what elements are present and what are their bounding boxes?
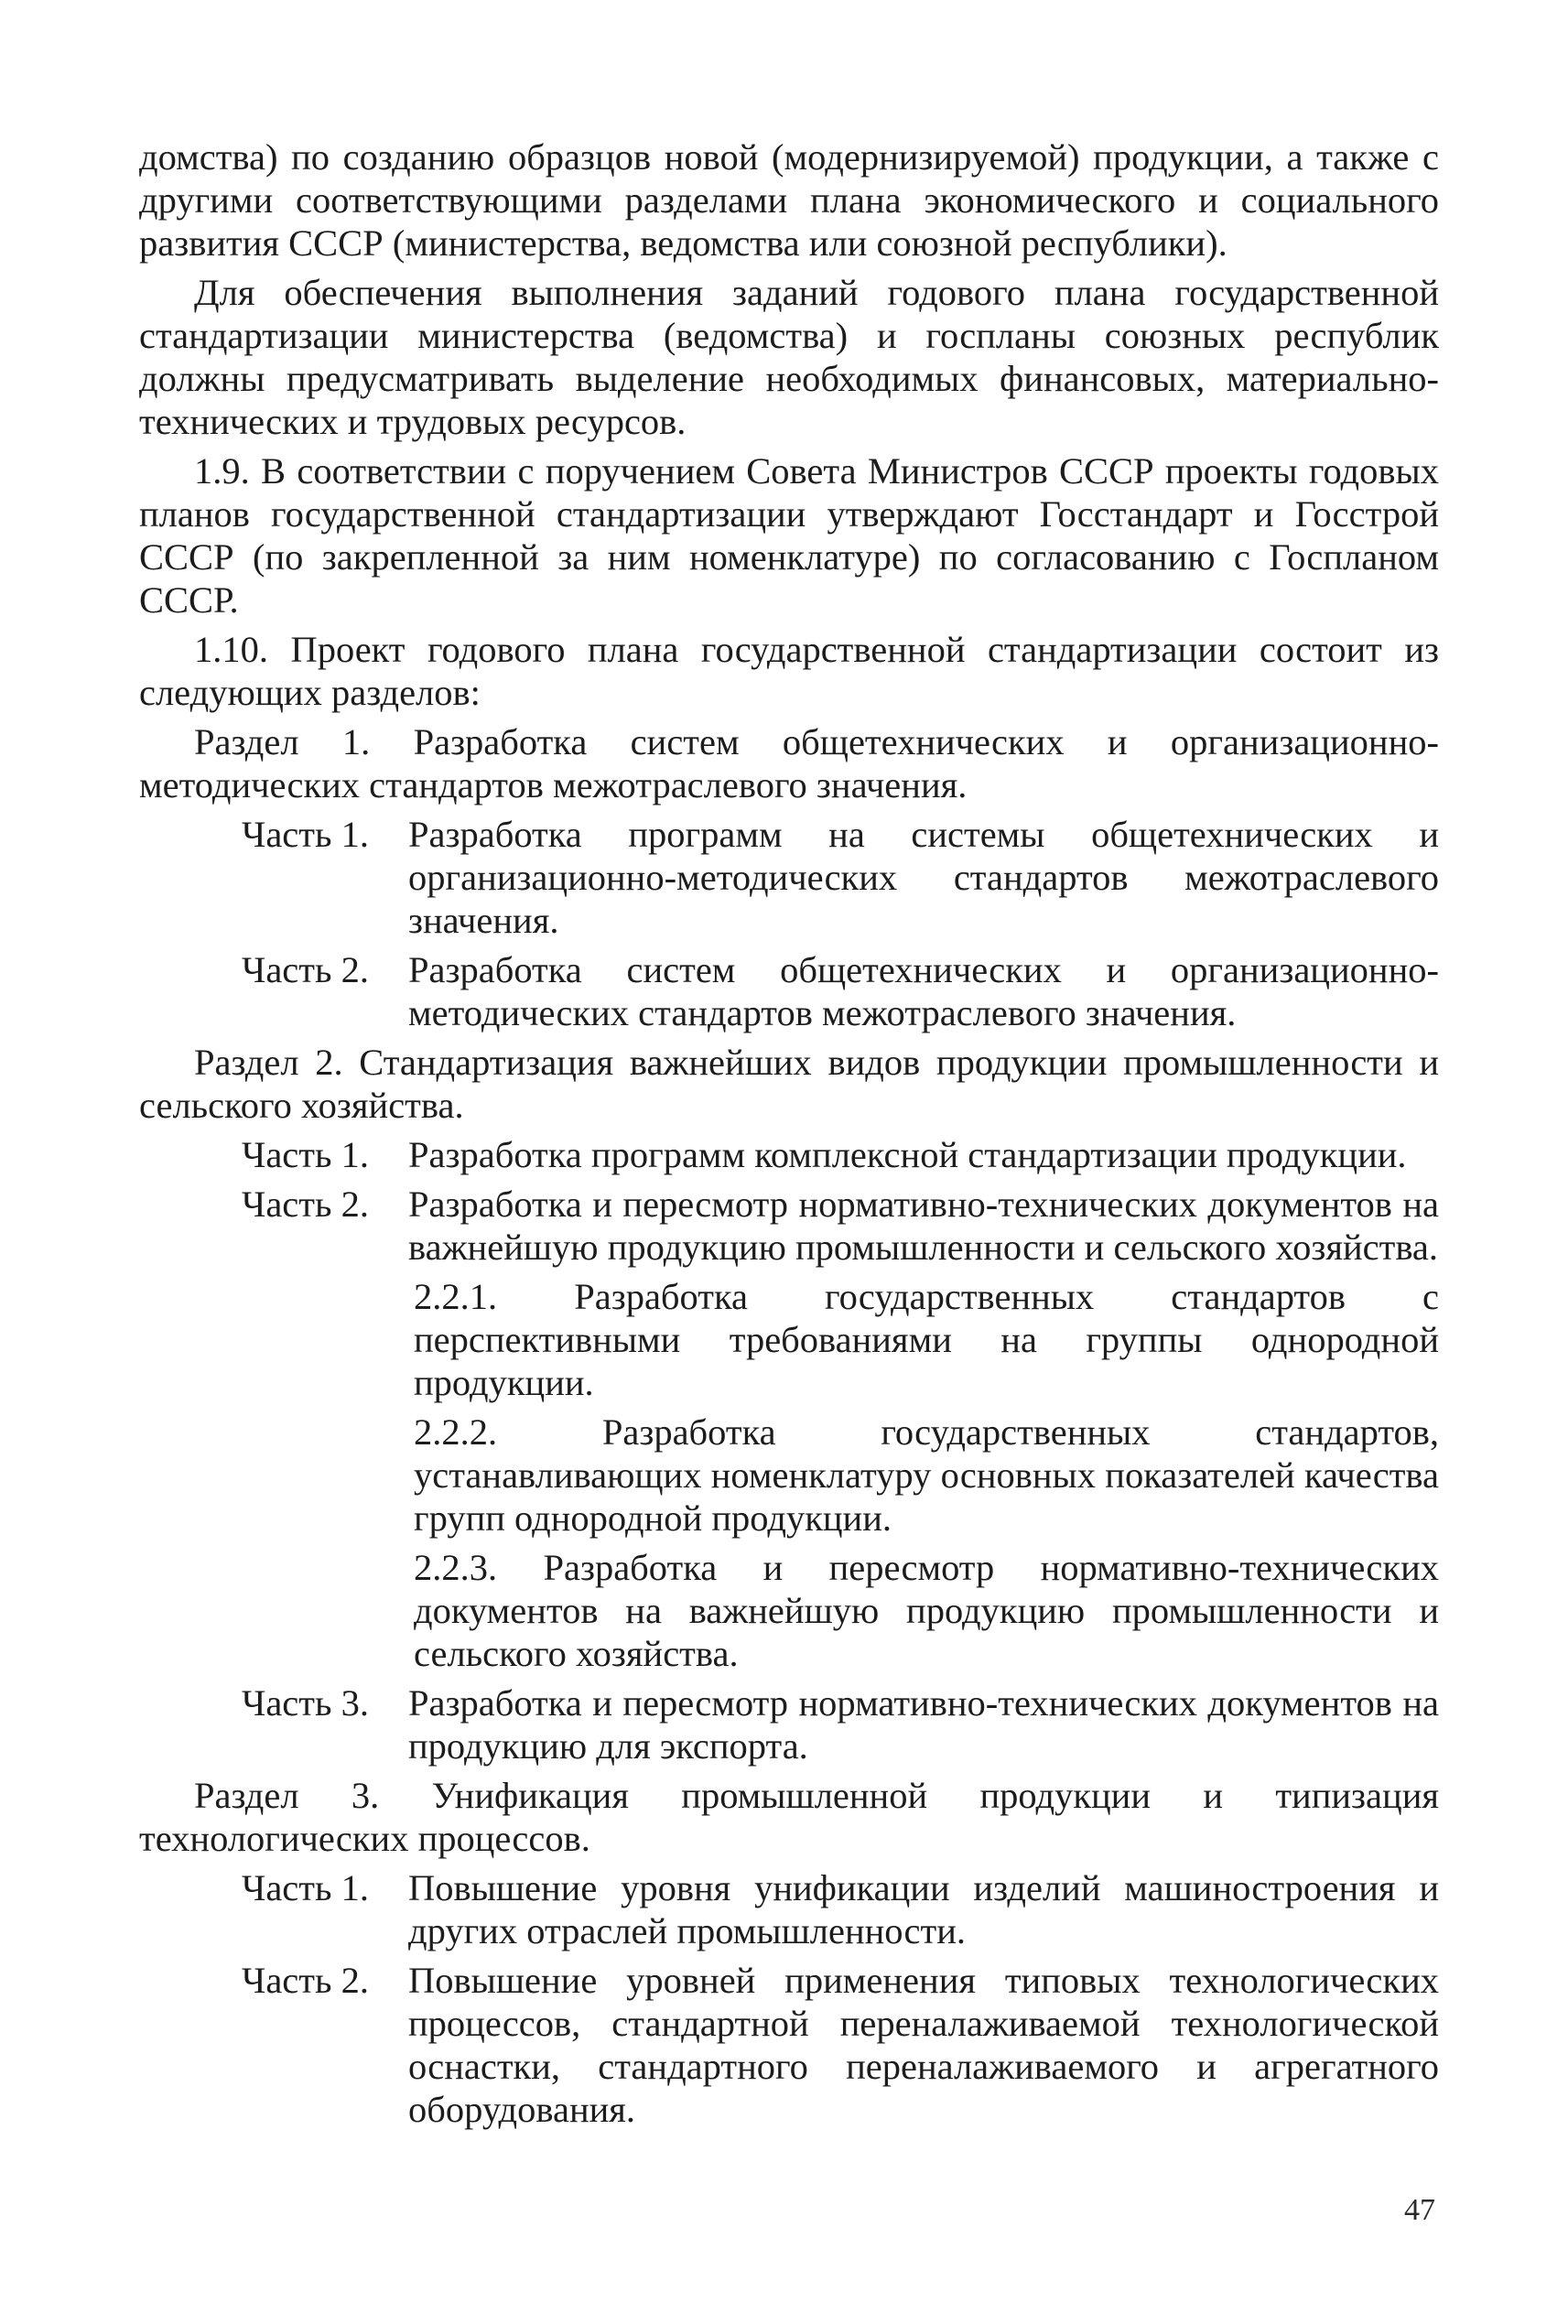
part-text: Повышение уровней применения типовых технологических процессов, стандартной переналаживаемой технологической оснастки, стандартного переналаживаемого и агрегатного оборудования. — [408, 1960, 1439, 2130]
part-text: Разработка и пересмотр нормативно-технических документов на продукцию для экспорта. — [408, 1682, 1439, 1767]
part-label: Часть 1. — [242, 1867, 369, 1908]
section-3-part-2 — [242, 1959, 1439, 2131]
page-number: 47 — [1404, 2193, 1435, 2227]
subitem-2-2-1: 2.2.1. Разработка государственных стандартов с перспективными требованиями на группы однородной продукции. — [414, 1276, 1439, 1403]
part-text: Разработка и пересмотр нормативно-технических документов на важнейшую продукцию промышленности и сельского хозяйства. — [408, 1184, 1439, 1268]
section-heading: Раздел 1. Разработка систем общетехнических и организационно-методических стандартов межотраслевого значения. — [139, 721, 1439, 805]
part-label: Часть 1. — [242, 814, 369, 855]
paragraph-resources: Для обеспечения выполнения заданий годового плана государственной стандартизации министерства (ведомства) и госпланы союзных республик должны предусматривать выделение необходимых финансовых, материально-технических и трудовых ресурсов. — [139, 272, 1439, 442]
part-text: Разработка систем общетехнических и организационно-методических стандартов межотраслевого значения. — [408, 949, 1439, 1033]
part-label: Часть 2. — [242, 1184, 369, 1225]
section-2-part-1 — [242, 1133, 1439, 1176]
section-1-part-1 — [242, 813, 1439, 942]
part-text: Повышение уровня унификации изделий машиностроения и других отраслей промышленности. — [408, 1867, 1439, 1951]
part-label: Часть 3. — [242, 1682, 369, 1724]
section-1-part-2 — [242, 948, 1439, 1034]
section-2-part-3 — [242, 1681, 1439, 1767]
part-label: Часть 2. — [242, 1960, 369, 2001]
part-text: Разработка программ на системы общетехнических и организационно-методических стандартов межотраслевого значения. — [408, 814, 1439, 941]
section-heading: Раздел 3. Унификация промышленной продукции и типизация технологических процессов. — [139, 1775, 1439, 1859]
part-label: Часть 1. — [242, 1134, 369, 1175]
section-3-part-1 — [242, 1866, 1439, 1952]
section-3 — [139, 1774, 1439, 1860]
page-body — [139, 135, 1439, 2137]
section-1 — [139, 720, 1439, 806]
paragraph-1-9: 1.9. В соответствии с поручением Совета Министров СССР проекты годовых планов государственной стандартизации утверждают Госстандарт и Госстрой СССР (по закрепленной за ним номенклатуре) по согласованию с Госпланом СССР. — [139, 450, 1439, 621]
paragraph-continuation: домства) по созданию образцов новой (модернизируемой) продукции, а также с другими соответствующими разделами плана экономического и социального развития СССР (министерства, ведомства или союзной республики). — [139, 136, 1439, 264]
section-2-part-2 — [242, 1183, 1439, 1269]
part-label: Часть 2. — [242, 949, 369, 990]
section-heading: Раздел 2. Стандартизация важнейших видов продукции промышленности и сельского хозяйства. — [139, 1042, 1439, 1126]
subitem-2-2-2: 2.2.2. Разработка государственных стандартов, устанавливающих номенклатуру основных показателей качества групп однородной продукции. — [414, 1411, 1439, 1539]
subitem-2-2-3: 2.2.3. Разработка и пересмотр нормативно-технических документов на важнейшую продукцию промышленности и сельского хозяйства. — [414, 1547, 1439, 1674]
part-text: Разработка программ комплексной стандартизации продукции. — [408, 1134, 1407, 1175]
paragraph-1-10: 1.10. Проект годового плана государственной стандартизации состоит из следующих разделов: — [139, 629, 1439, 713]
section-2 — [139, 1041, 1439, 1127]
